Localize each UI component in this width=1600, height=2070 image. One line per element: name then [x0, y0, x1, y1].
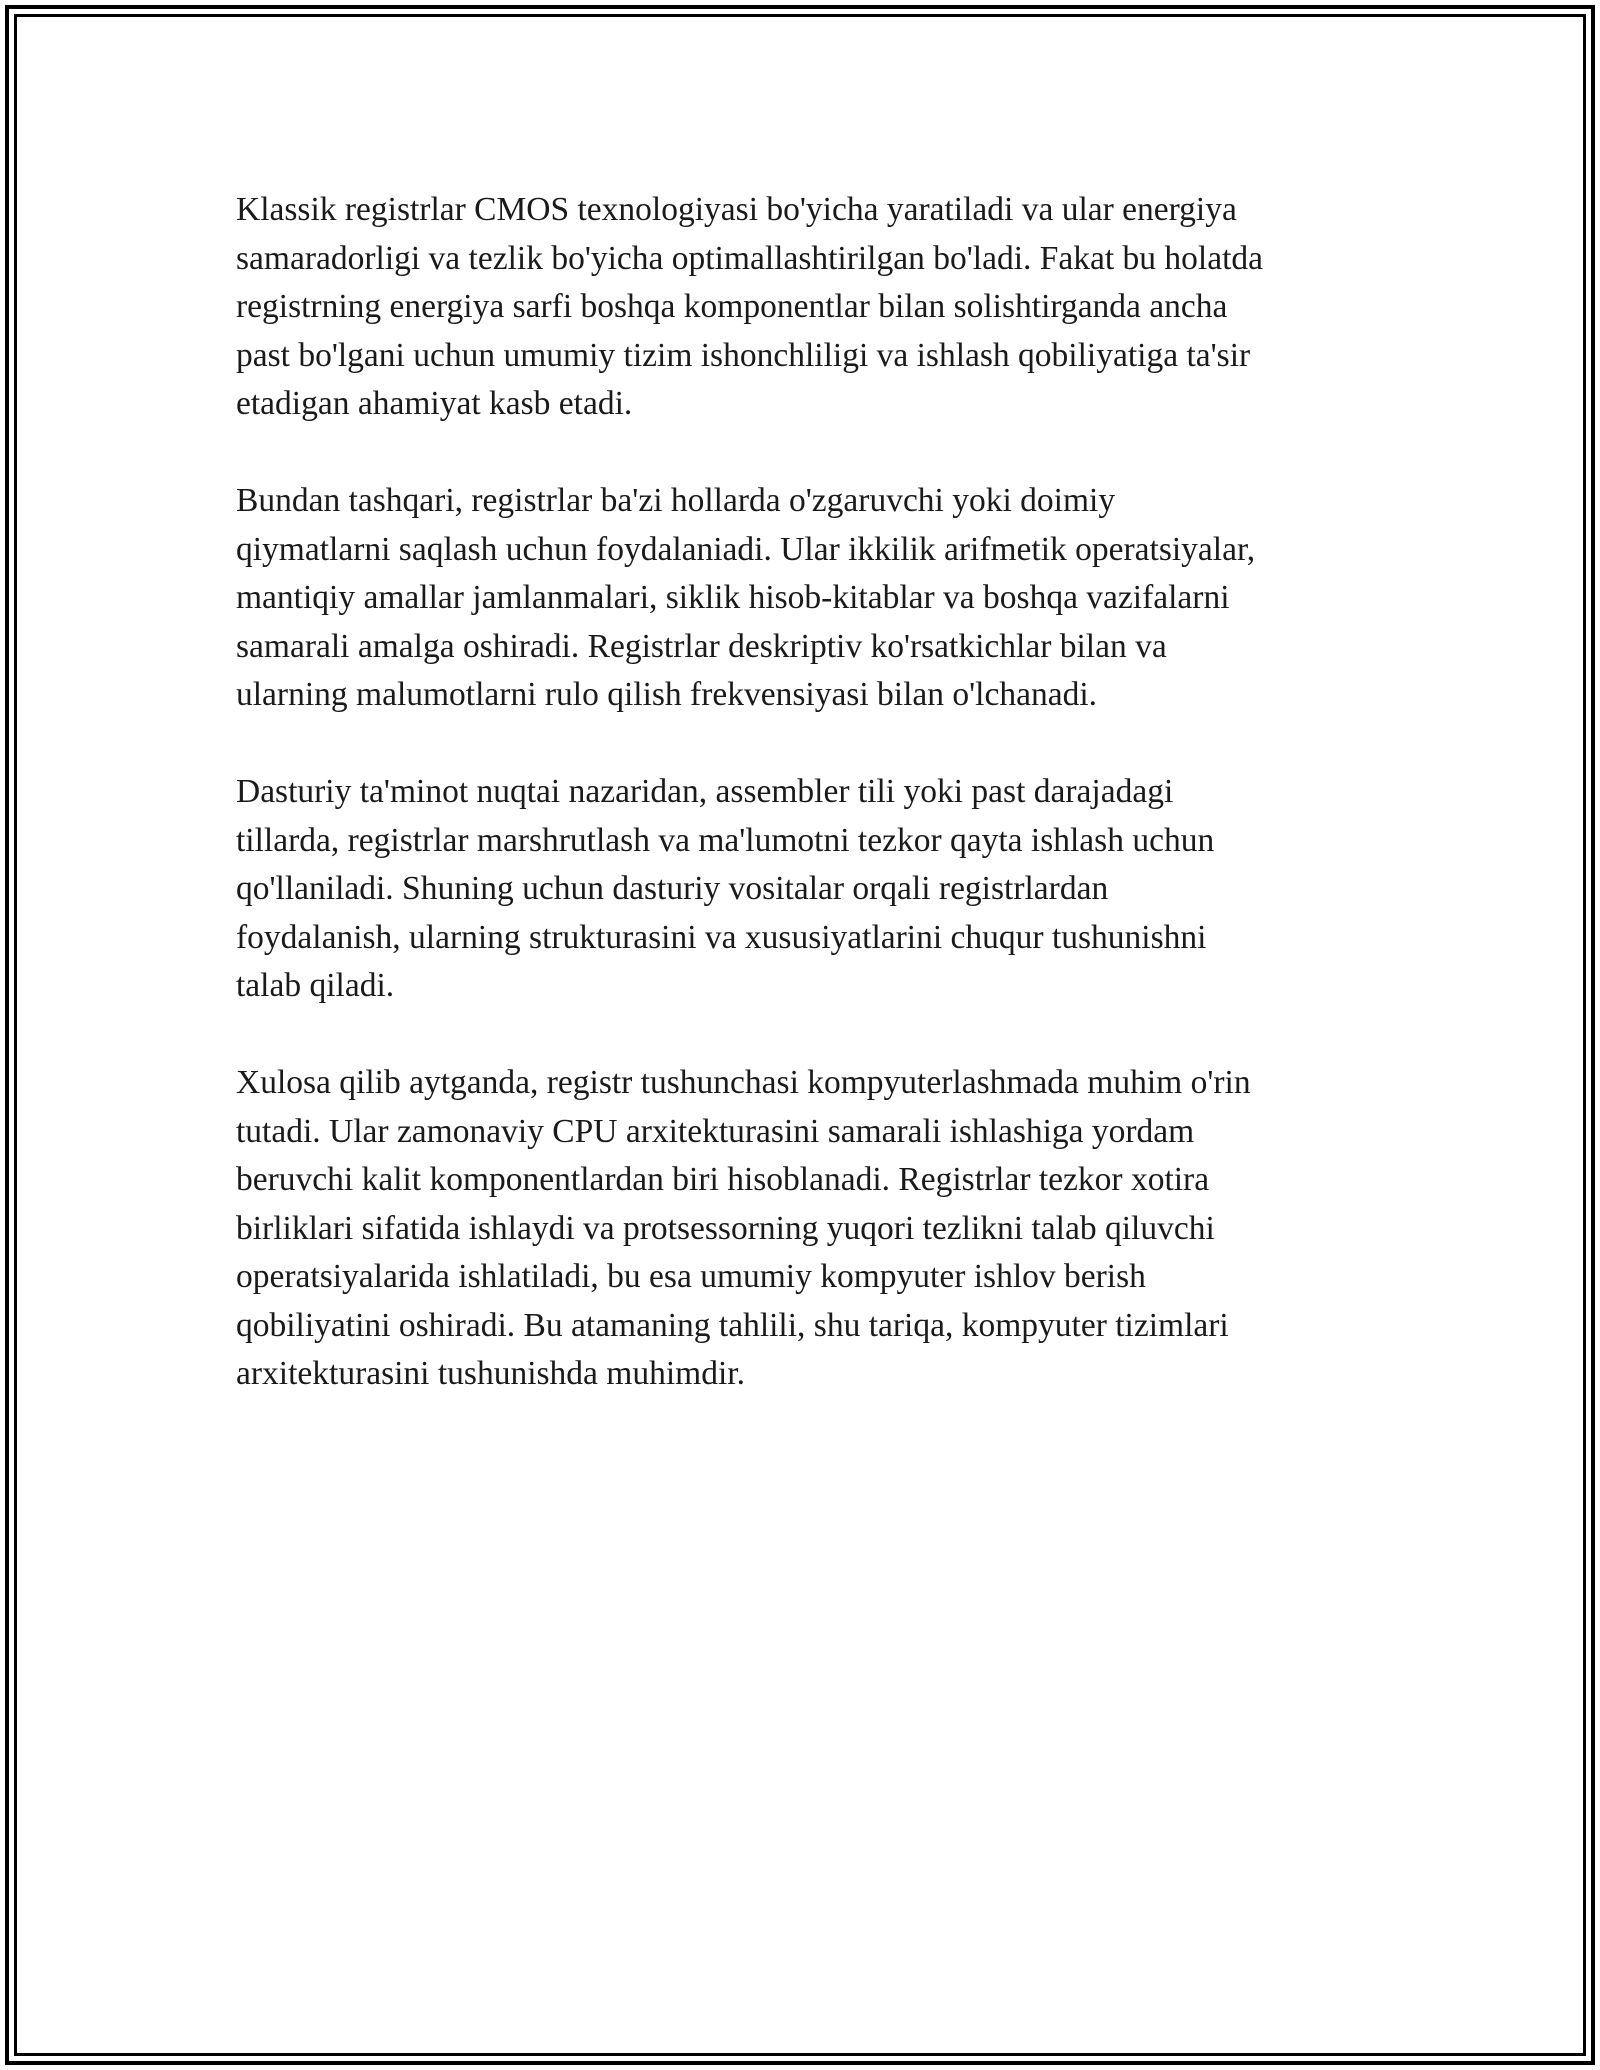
text-line: samarali amalga oshiradi. Registrlar deskriptiv ko'rsatkichlar bilan va [236, 627, 1167, 665]
text-line: Dasturiy ta'minot nuqtai nazaridan, assembler tili yoki past darajadagi [236, 773, 1174, 810]
text-line: etadigan ahamiyat kasb etadi. [236, 385, 633, 422]
text-line: tillarda, registrlar marshrutlash va ma'lumotni tezkor qayta ishlash uchun [236, 821, 1215, 859]
text-line: qo'llaniladi. Shuning uchun dasturiy vositalar orqali registrlardan [236, 870, 1109, 907]
text-line: registrning energiya sarfi boshqa komponentlar bilan solishtirganda ancha [236, 288, 1228, 325]
text-line: past bo'lgani uchun umumiy tizim ishonchliligi va ishlash qobiliyatiga ta'sir [236, 336, 1251, 374]
document-body [236, 186, 1366, 1447]
paragraph-4 [236, 1059, 1366, 1399]
text-line: ularning malumotlarni rulo qilish frekvensiyasi bilan o'lchanadi. [236, 676, 1098, 713]
text-line: talab qiladi. [236, 967, 395, 1004]
paragraph-1 [236, 186, 1366, 429]
text-line: arxitekturasini tushunishda muhimdir. [236, 1355, 745, 1392]
text-line: Xulosa qilib aytganda, registr tushunchasi kompyuterlashmada muhim o'rin [236, 1064, 1251, 1101]
text-line: foydalanish, ularning strukturasini va xususiyatlarini chuqur tushunishni [236, 918, 1207, 956]
text-line: qobiliyatini oshiradi. Bu atamaning tahlili, shu tariqa, kompyuter tizimlari [236, 1306, 1229, 1344]
text-line: mantiqiy amallar jamlanmalari, siklik hisob-kitablar va boshqa vazifalarni [236, 579, 1230, 616]
text-line: beruvchi kalit komponentlardan biri hisoblanadi. Registrlar tezkor xotira [236, 1161, 1210, 1198]
text-line: Klassik registrlar CMOS texnologiyasi bo'yicha yaratiladi va ular energiya [236, 191, 1237, 228]
text-line: operatsiyalarida ishlatiladi, bu esa umumiy kompyuter ishlov berish [236, 1258, 1146, 1295]
text-line: Bundan tashqari, registrlar ba'zi hollarda o'zgaruvchi yoki doimiy [236, 482, 1116, 519]
paragraph-2 [236, 477, 1366, 720]
text-line: tutadi. Ular zamonaviy CPU arxitekturasini samarali ishlashiga yordam [236, 1112, 1195, 1150]
text-line: qiymatlarni saqlash uchun foydalaniadi. Ular ikkilik arifmetik operatsiyalar, [236, 530, 1256, 568]
text-line: samaradorligi va tezlik bo'yicha optimallashtirilgan bo'ladi. Fakat bu holatda [236, 239, 1264, 277]
text-line: birliklari sifatida ishlaydi va protsessorning yuqori tezlikni talab qiluvchi [236, 1209, 1215, 1247]
paragraph-3 [236, 768, 1366, 1011]
